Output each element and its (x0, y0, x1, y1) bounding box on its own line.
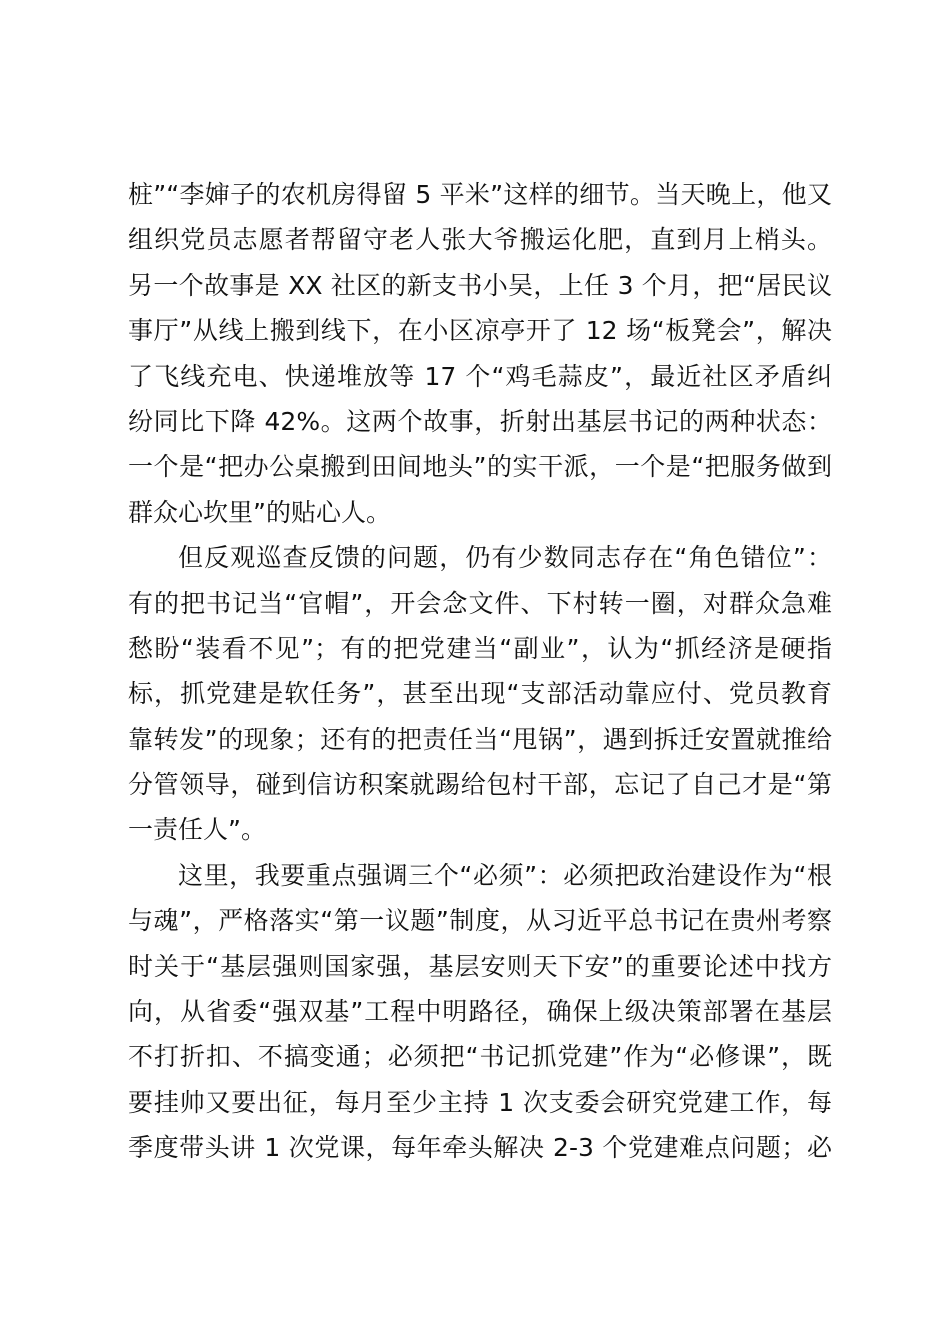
text-line: 与魂”，严格落实“第一议题”制度，从习近平总书记在贵州考察 (128, 906, 832, 936)
text-line: 愁盼“装看不见”；有的把党建当“副业”，认为“抓经济是硬指 (128, 633, 832, 663)
text-line: 分管领导，碰到信访积案就踢给包村干部，忘记了自己才是“第 (128, 770, 832, 800)
text-line: 事厅”从线上搬到线下，在小区凉亭开了 12 场“板凳会”，解决 (128, 316, 832, 346)
text-line: 季度带头讲 1 次党课，每年牵头解决 2-3 个党建难点问题；必 (128, 1133, 832, 1163)
text-line: 另一个故事是 XX 社区的新支书小吴，上任 3 个月，把“居民议 (128, 270, 832, 300)
paragraph-first-line: 但反观巡查反馈的问题，仍有少数同志存在“角色错位”： (178, 543, 832, 573)
text-line-last: 一责任人”。 (128, 815, 266, 845)
text-line: 要挂帅又要出征，每月至少主持 1 次支委会研究党建工作，每 (128, 1087, 832, 1117)
text-line: 时关于“基层强则国家强，基层安则天下安”的重要论述中找方 (128, 951, 832, 981)
document-body (128, 172, 832, 1171)
text-line-last: 群众心坎里”的贴心人。 (128, 497, 391, 527)
text-line: 纷同比下降 42%。这两个故事，折射出基层书记的两种状态： (128, 406, 832, 436)
text-line: 了飞线充电、快递堆放等 17 个“鸡毛蒜皮”，最近社区矛盾纠 (128, 361, 832, 391)
text-line: 桩”“李婶子的农机房得留 5 平米”这样的细节。当天晚上，他又 (128, 180, 832, 209)
text-line: 有的把书记当“官帽”，开会念文件、下村转一圈，对群众急难 (128, 588, 832, 618)
text-line: 一个是“把办公桌搬到田间地头”的实干派，一个是“把服务做到 (128, 452, 832, 482)
paragraph-first-line: 这里，我要重点强调三个“必须”：必须把政治建设作为“根 (178, 860, 832, 890)
text-line: 靠转发”的现象；还有的把责任当“甩锅”，遇到拆迁安置就推给 (128, 724, 832, 754)
text-line: 标，抓党建是软任务”，甚至出现“支部活动靠应付、党员教育 (128, 679, 832, 709)
text-line: 不打折扣、不搞变通；必须把“书记抓党建”作为“必修课”，既 (128, 1042, 832, 1072)
text-line: 组织党员志愿者帮留守老人张大爷搬运化肥，直到月上梢头。 (128, 225, 832, 255)
text-line: 向，从省委“强双基”工程中明路径，确保上级决策部署在基层 (128, 997, 832, 1027)
